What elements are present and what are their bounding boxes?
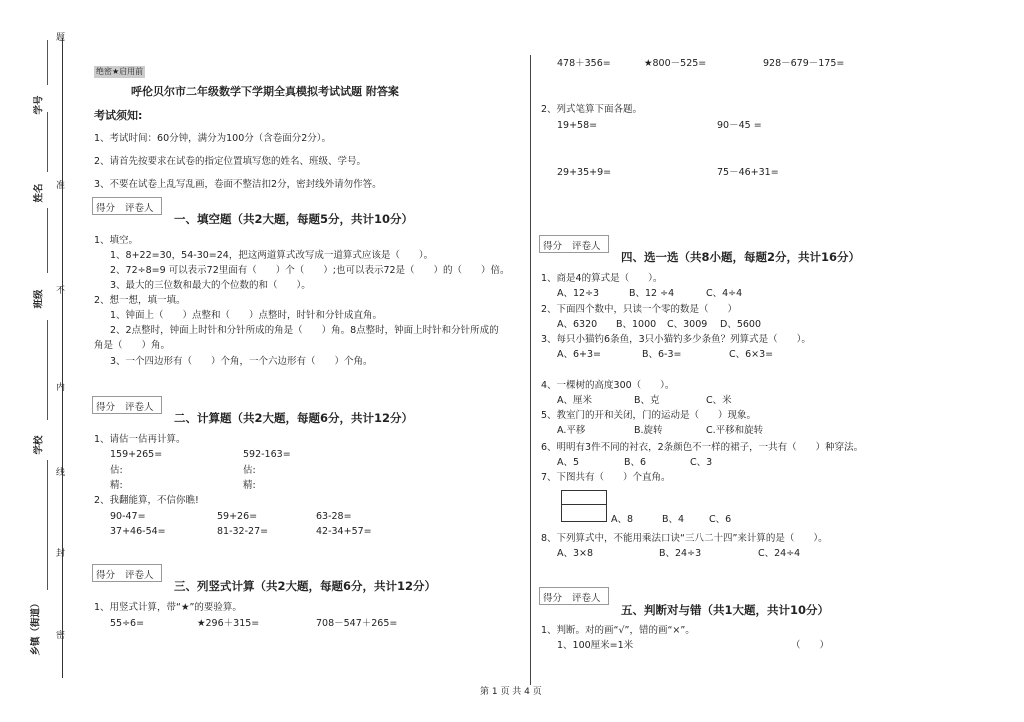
option: B、24÷3 [659,548,702,559]
math-expr: 592-163= [243,449,291,460]
rectangle-divider [562,504,606,505]
binding-line [62,38,63,678]
option: C、6×3= [729,349,774,360]
seal-char: 线 [54,467,64,476]
section-title: 四、选一选（共8小题，每题2分，共计16分） [621,250,861,264]
question: 5、教室门的开和关闭，门的运动是（ ）现象。 [541,410,757,421]
math-expr: 90－45 = [717,120,762,131]
question: 1、商是4的算式是（ ）。 [541,273,663,284]
confidential-tag: 绝密★启用前 [96,67,144,76]
score-box: 得分 评卷人 [92,197,162,215]
class-label: 班级 [33,289,45,309]
option: B、12 ÷4 [629,288,675,299]
name-label: 姓名 [33,183,45,203]
question: 2、72÷8=9 可以表示72里面有（ ）个（ ）;也可以表示72是（ ）的（ ）倍。 [110,265,510,276]
option: A、8 [611,514,634,525]
question: 1、钟面上（ ）点整和（ ）点整时，时针和分针成直角。 [110,310,383,321]
page-number: 第 1 页 共 4 页 [480,687,542,697]
option: A.平移 [557,425,586,436]
option: A、12÷3 [557,288,600,299]
math-expr: 19+58= [557,120,598,131]
option: B、克 [634,395,660,406]
question: 1、100厘米=1米 [557,640,634,651]
option: B、6 [624,457,647,468]
section-title: 二、计算题（共2大题，每题6分，共计12分） [174,411,414,425]
rectangle-figure [561,490,607,522]
fill-line [47,460,48,590]
option: C、米 [706,395,732,406]
fill-line [47,112,48,172]
school-label: 学校 [33,435,45,455]
estimate-label: 估: [110,465,123,476]
question: 2、想一想，填一填。 [94,295,186,306]
option: C、4÷4 [706,288,743,299]
option: B、6-3= [642,349,682,360]
score-box: 得分 评卷人 [539,235,609,253]
option: B、4 [662,514,685,525]
question: 角是（ ）角。 [94,340,171,351]
option: A、3×8 [557,548,594,559]
math-expr: 81-32-27= [217,526,269,537]
question: 2、我翻能算，不信你瞧! [94,495,199,506]
section-title: 五、判断对与错（共1大题，共计10分） [621,603,830,617]
seal-char: 密 [54,630,64,639]
question: 1、请估一估再计算。 [94,434,186,445]
section-title: 三、列竖式计算（共2大题，每题6分，共计12分） [174,579,437,593]
math-expr: 37+46-54= [110,526,166,537]
math-expr: 59+26= [217,511,258,522]
fill-line [47,40,48,85]
math-expr: ★296＋315= [197,618,260,629]
notice-item: 3、不要在试卷上乱写乱画，卷面不整洁扣2分，密封线外请勿作答。 [94,179,382,190]
seal-char: 不 [54,285,64,294]
question: 8、下列算式中，不能用乘法口诀“三八二十四”来计算的是（ ）。 [541,533,828,544]
option: A、6+3= [557,349,602,360]
option: D、5600 [720,319,761,330]
question: 3、最大的三位数和最大的个位数的和（ ）。 [110,280,311,291]
math-expr: 478＋356= [557,58,611,69]
question: 1、判断。对的画“√”，错的画“×”。 [541,625,695,636]
question: 1、填空。 [94,235,139,246]
section-title: 一、填空题（共2大题，每题5分，共计10分） [174,212,414,226]
math-expr: 63-28= [316,511,352,522]
math-expr: 90-47= [110,511,146,522]
math-expr: ★800－525= [644,58,707,69]
option: C、6 [709,514,732,525]
option: C、3 [690,457,713,468]
question: 1、用竖式计算，带“★”的要验算。 [94,602,242,613]
option: C、24÷4 [758,548,801,559]
option: C.平移和旋转 [706,425,764,436]
score-box: 得分 评卷人 [92,396,162,414]
question: 2、2点整时，钟面上时针和分针所成的角是（ ）角。8点整时，钟面上时针和分针所成的 [110,325,499,336]
township-label: 乡镇（街道） [30,598,42,656]
question: 2、列式笔算下面各题。 [541,104,643,115]
seal-char: 准 [54,180,64,189]
option: A、5 [557,457,580,468]
fill-line [47,208,48,273]
question: 3、一个四边形有（ ）个角，一个六边形有（ ）个角。 [110,356,373,367]
score-box: 得分 评卷人 [92,564,162,582]
math-expr: 928－679－175= [763,58,845,69]
math-expr: 55÷6= [110,618,145,629]
option: A、厘米 [557,395,592,406]
score-box: 得分 评卷人 [539,587,609,605]
exact-label: 精: [110,480,123,491]
option: A、6320 [557,319,598,330]
math-expr: 75－46+31= [717,167,779,178]
question: 1、8+22=30，54-30=24，把这两道算式改写成一道算式应该是（ ）。 [110,250,434,261]
question: 7、下图共有（ ）个直角。 [541,472,671,483]
notice-title: 考试须知: [94,109,143,122]
answer-parens: （ ） [791,640,830,651]
option: B、1000 [616,319,657,330]
seal-char: 封 [54,548,64,557]
question: 2、下面四个数中，只读一个零的数是（ ） [541,304,738,315]
notice-item: 2、请首先按要求在试卷的指定位置填写您的姓名、班级、学号。 [94,156,367,167]
seal-char: 题 [54,32,64,41]
math-expr: 159+265= [110,449,163,460]
fill-line [47,320,48,420]
option: C、3009 [667,319,708,330]
math-expr: 29+35+9= [557,167,612,178]
question: 6、明明有3件不同的衬衣，2条颜色不一样的裙子，一共有（ ）种穿法。 [541,442,864,453]
notice-item: 1、考试时间：60分钟，满分为100分（含卷面分2分）。 [94,133,332,144]
page-title: 呼伦贝尔市二年级数学下学期全真模拟考试试题 附答案 [131,85,399,98]
question: 3、每只小猫钓6条鱼，3只小猫钓多少条鱼？列算式是（ ）。 [541,334,811,345]
student-id-label: 学号 [33,95,45,115]
estimate-label: 估: [243,465,256,476]
exact-label: 精: [243,480,256,491]
seal-char: 内 [54,382,64,391]
math-expr: 708－547＋265= [316,618,398,629]
math-expr: 42-34+57= [316,526,372,537]
option: B.旋转 [634,425,663,436]
column-divider [530,55,531,685]
question: 4、一棵树的高度300（ ）。 [541,380,675,391]
